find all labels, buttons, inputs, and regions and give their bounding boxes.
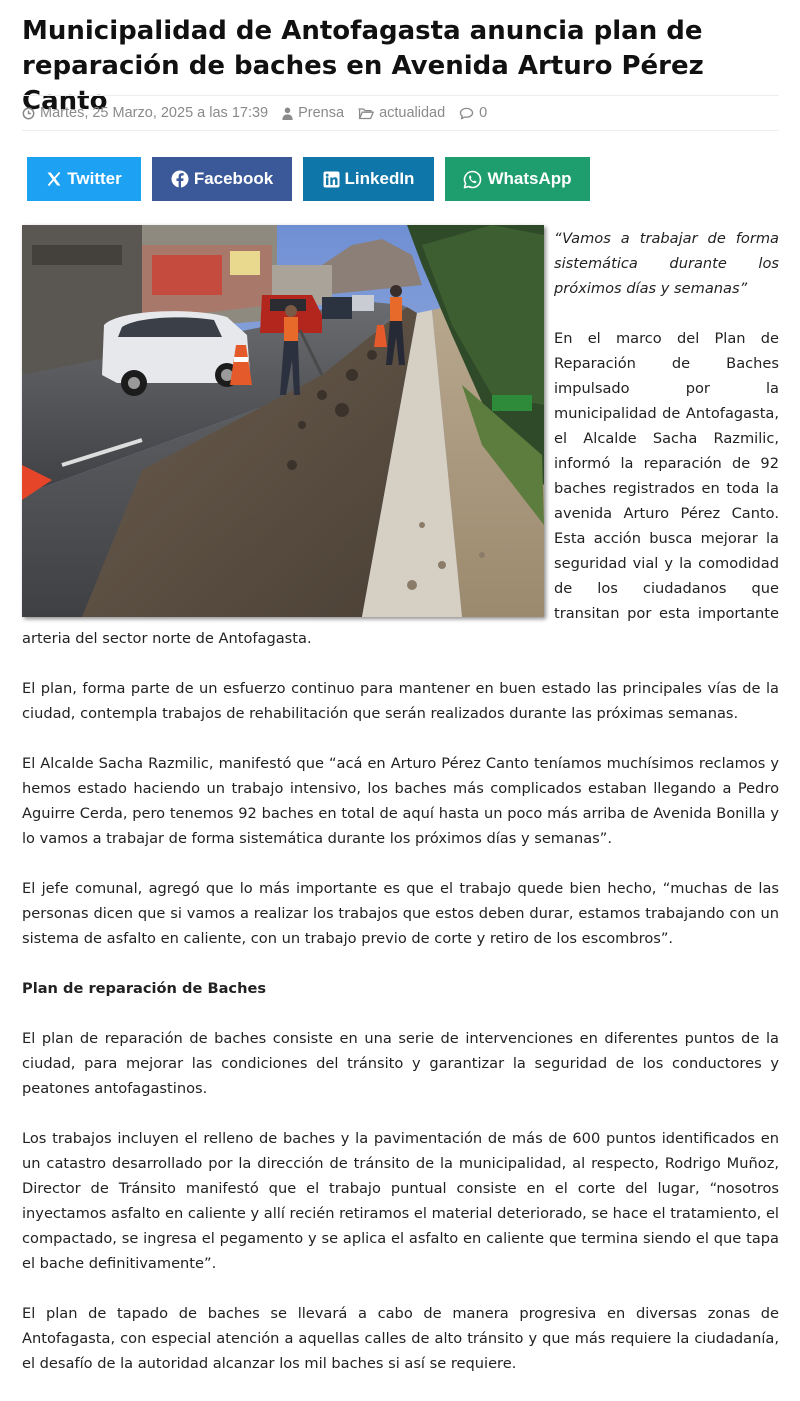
meta-comments-count: 0 <box>479 105 488 121</box>
paragraph: En el marco del Plan de Reparación de Baches impulsado por la municipalidad de Antofagasta, el Alcalde Sacha Razmilic, informó la reparación de 92 baches registrados en toda la avenida Arturo Pérez Canto. Esta acción busca mejorar la seguridad vial y la comodidad de los ciudadanos que transitan por esta importante arteria del sector norte de Antofagasta. <box>22 330 779 647</box>
share-twitter-label: Twitter <box>67 169 122 188</box>
section-heading: Plan de reparación de Baches <box>22 980 267 997</box>
facebook-logo-icon <box>171 170 189 188</box>
article-title: Municipalidad de Antofagasta anuncia plan de reparación de baches en Avenida Arturo Pérez Canto <box>22 16 704 116</box>
meta-date-text: Martes, 25 Marzo, 2025 a las 17:39 <box>40 105 269 121</box>
paragraph: El plan de tapado de baches se llevará a cabo de manera progresiva en diversas zonas de Antofagasta, con especial atención a aquellas calles de alto tránsito y que más requiere la ciudadanía, el desafío de la autoridad alcanzar los mil baches si así se requiere. <box>22 1305 779 1372</box>
meta-category[interactable] <box>358 105 445 121</box>
share-linkedin-button[interactable] <box>303 157 434 201</box>
share-facebook-label: Facebook <box>193 169 274 188</box>
paragraph: El plan de reparación de baches consiste en una serie de intervenciones en diferentes puntos de la ciudad, para mejorar las condiciones del tránsito y garantizar la seguridad de los conductores y peatones antofagastinos. <box>22 1030 779 1097</box>
meta-author[interactable] <box>282 105 344 121</box>
pull-quote: “Vamos a trabajar de forma sistemática durante los próximos días y semanas” <box>554 230 779 297</box>
linkedin-logo-icon <box>323 171 340 188</box>
comment-icon <box>459 107 474 120</box>
article-meta <box>22 95 779 131</box>
meta-comments[interactable] <box>459 105 487 121</box>
share-bar <box>27 157 601 201</box>
share-whatsapp-label: WhatsApp <box>487 169 572 188</box>
photo-spacer <box>22 226 554 626</box>
share-facebook-button[interactable] <box>152 157 292 201</box>
whatsapp-logo-icon <box>463 170 482 189</box>
paragraph: El Alcalde Sacha Razmilic, manifestó que “acá en Arturo Pérez Canto teníamos muchísimos reclamos y hemos estado haciendo un trabajo intensivo, los baches más complicados estaban llegando a Pedro Aguirre Cerda, pero tenemos 92 baches en total de aquí hasta un poco más arriba de Avenida Bonilla y lo vamos a trabajar de forma sistemática durante los próximos días y semanas”. <box>22 755 779 847</box>
x-logo-icon <box>46 171 62 187</box>
folder-icon <box>358 107 374 120</box>
meta-category-text: actualidad <box>379 105 446 121</box>
share-twitter-button[interactable] <box>27 157 141 201</box>
article-body <box>22 226 779 1401</box>
paragraph: Los trabajos incluyen el relleno de baches y la pavimentación de más de 600 puntos identificados en un catastro desarrollado por la dirección de tránsito de la municipalidad, al respecto, Rodrigo Muñoz, Director de Tránsito manifestó que el trabajo puntual consiste en el corte del lugar, “nosotros inyectamos asfalto en caliente y allí recién retiramos el material deteriorado, se hace el tratamiento, el compactado, se ingresa el pegamento y se aplica el asfalto en caliente que termina siendo el que tapa el bache definitivamente”. <box>22 1130 779 1272</box>
share-linkedin-label: LinkedIn <box>344 169 415 188</box>
paragraph: El plan, forma parte de un esfuerzo continuo para mantener en buen estado las principales vías de la ciudad, contempla trabajos de rehabilitación que serán realizados durante las próximas semanas. <box>22 680 779 722</box>
meta-date <box>22 105 268 121</box>
user-icon <box>282 107 293 120</box>
share-whatsapp-button[interactable] <box>445 157 590 201</box>
clock-icon <box>22 107 35 120</box>
meta-author-text: Prensa <box>298 105 345 121</box>
paragraph: El jefe comunal, agregó que lo más importante es que el trabajo quede bien hecho, “muchas de las personas dicen que si vamos a realizar los trabajos que estos deben durar, estamos trabajando con un sistema de asfalto en caliente, con un trabajo previo de corte y retiro de los escombros”. <box>22 880 779 947</box>
